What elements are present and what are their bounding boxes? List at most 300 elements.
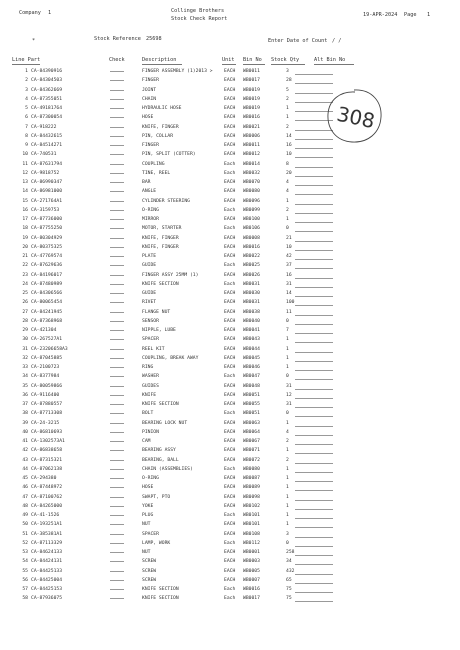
- count-entry-line[interactable]: [295, 148, 333, 149]
- stock-qty: 1: [286, 346, 289, 352]
- stock-qty: 20: [286, 170, 292, 176]
- check-blank[interactable]: [110, 164, 124, 165]
- description: BAR: [142, 180, 151, 185]
- check-blank[interactable]: [110, 598, 124, 599]
- bin-number: WB0019: [243, 87, 260, 93]
- unit: EACH: [224, 272, 236, 278]
- check-blank[interactable]: [110, 275, 124, 276]
- part-number: CA-47769574: [31, 254, 63, 259]
- check-blank[interactable]: [110, 524, 124, 525]
- line-number: 30: [22, 337, 28, 343]
- line-number: 4: [25, 96, 28, 102]
- unit: EACH: [224, 439, 236, 444]
- bin-number: WB0106: [243, 226, 260, 232]
- count-date-value[interactable]: / /: [332, 38, 342, 44]
- unit: EACH: [224, 522, 236, 528]
- description: GUIDE: [142, 291, 157, 296]
- part-number: CA-84425153: [31, 587, 63, 592]
- check-blank[interactable]: [110, 71, 124, 72]
- unit: EACH: [224, 392, 236, 398]
- count-entry-line[interactable]: [295, 426, 333, 427]
- bin-number: WB0055: [243, 402, 260, 407]
- stock-qty: 12: [286, 392, 292, 398]
- line-number: 51: [22, 531, 28, 537]
- count-entry-line[interactable]: [295, 176, 333, 177]
- description: KNIFE, FINGER: [142, 244, 179, 250]
- stock-qty: 1: [286, 466, 289, 472]
- count-entry-line[interactable]: [295, 250, 333, 251]
- count-entry-line[interactable]: [295, 194, 333, 195]
- check-blank[interactable]: [110, 136, 124, 137]
- stock-qty: 1: [286, 365, 289, 370]
- count-entry-line[interactable]: [295, 287, 333, 288]
- table-row: [0, 273, 460, 282]
- count-entry-line[interactable]: [295, 592, 333, 593]
- count-entry-line[interactable]: [295, 157, 333, 158]
- stock-qty: 7: [286, 328, 289, 333]
- stock-qty: 0: [286, 226, 289, 232]
- check-blank[interactable]: [110, 247, 124, 248]
- unit: EACH: [224, 531, 236, 537]
- check-blank[interactable]: [110, 312, 124, 313]
- unit: EACH: [224, 291, 236, 296]
- stock-qty: 8: [286, 161, 289, 167]
- table-row: [0, 393, 460, 402]
- line-number: 12: [22, 170, 28, 176]
- column-stock-qty: Stock Qty: [271, 57, 300, 63]
- bin-number: WB0051: [243, 392, 260, 398]
- count-entry-line[interactable]: [295, 324, 333, 325]
- count-entry-line[interactable]: [295, 213, 333, 214]
- count-entry-line[interactable]: [295, 231, 333, 232]
- description: YOKE: [142, 503, 154, 509]
- bin-number: WB0016: [243, 115, 260, 121]
- stock-qty: 31: [286, 281, 292, 287]
- bin-number: WB0080: [243, 466, 260, 472]
- page-label: Page: [404, 12, 417, 18]
- check-blank[interactable]: [110, 173, 124, 174]
- part-number: CA-84624133: [31, 550, 63, 555]
- check-blank[interactable]: [110, 339, 124, 340]
- check-blank[interactable]: [110, 293, 124, 294]
- count-entry-line[interactable]: [295, 518, 333, 519]
- unit: EACH: [224, 235, 236, 241]
- bin-number: WB0072: [243, 457, 260, 463]
- stock-qty: 14: [286, 291, 292, 296]
- count-entry-line[interactable]: [295, 537, 333, 538]
- check-blank[interactable]: [110, 561, 124, 562]
- part-number: CA-86838658: [31, 448, 63, 454]
- check-blank[interactable]: [110, 487, 124, 488]
- bin-number: WB0101: [243, 513, 260, 518]
- count-entry-line[interactable]: [295, 259, 333, 260]
- line-number: 3: [25, 87, 28, 93]
- unit: Each: [224, 170, 236, 176]
- check-blank[interactable]: [110, 210, 124, 211]
- count-entry-line[interactable]: [295, 407, 333, 408]
- line-number: 43: [22, 457, 28, 463]
- count-entry-line[interactable]: [295, 490, 333, 491]
- bin-number: WB0026: [243, 272, 260, 278]
- count-entry-line[interactable]: [295, 333, 333, 334]
- check-blank[interactable]: [110, 367, 124, 368]
- count-entry-line[interactable]: [295, 444, 333, 445]
- table-row: [0, 439, 460, 448]
- bin-number: WB0021: [243, 124, 260, 130]
- description: KNIFE SECTION: [142, 587, 179, 592]
- count-entry-line[interactable]: [295, 352, 333, 353]
- bin-number: WB0063: [243, 420, 260, 426]
- check-blank[interactable]: [110, 265, 124, 266]
- part-number: CA-87315321: [31, 457, 63, 463]
- part-number: CA-421304: [31, 328, 57, 333]
- unit: EACH: [224, 328, 236, 333]
- check-blank[interactable]: [110, 460, 124, 461]
- column-unit: Unit: [222, 57, 235, 63]
- stock-qty: 37: [286, 263, 292, 269]
- description: O-RING: [142, 476, 159, 481]
- part-number: CA-87045885: [31, 355, 63, 361]
- table-row: [0, 199, 460, 208]
- count-entry-line[interactable]: [295, 361, 333, 362]
- part-number: CA-84304503: [31, 78, 63, 84]
- unit: EACH: [224, 568, 236, 574]
- line-number: 40: [22, 429, 28, 435]
- count-entry-line[interactable]: [295, 370, 333, 371]
- table-row: [0, 291, 460, 300]
- check-blank[interactable]: [110, 145, 124, 146]
- check-blank[interactable]: [110, 432, 124, 433]
- bin-number: WB0031: [243, 300, 260, 306]
- bin-number: WB0038: [243, 309, 260, 315]
- line-number: 23: [22, 272, 28, 278]
- line-number: 8: [25, 133, 28, 139]
- line-number: 47: [22, 494, 28, 500]
- description: ANGLE: [142, 189, 157, 195]
- table-row: [0, 254, 460, 263]
- line-number: 56: [22, 577, 28, 583]
- table-row: [0, 365, 460, 374]
- count-entry-line[interactable]: [295, 398, 333, 399]
- unit: Each: [224, 466, 236, 472]
- handwritten-circle-note: [324, 86, 384, 146]
- part-number: CA-84196017: [31, 272, 63, 278]
- bin-number: WB0012: [243, 152, 260, 158]
- line-number: 55: [22, 568, 28, 574]
- unit: EACH: [224, 152, 236, 158]
- line-number: 52: [22, 540, 28, 546]
- stock-qty: 1: [286, 198, 289, 204]
- check-blank[interactable]: [110, 506, 124, 507]
- part-number: CA-49181764: [31, 106, 63, 111]
- count-entry-line[interactable]: [295, 555, 333, 556]
- line-number: 18: [22, 226, 28, 232]
- line-number: 57: [22, 587, 28, 592]
- stock-qty: 75: [286, 596, 292, 602]
- description: REEL KIT: [142, 346, 165, 352]
- table-row: [0, 587, 460, 596]
- check-blank[interactable]: [110, 552, 124, 553]
- stock-qty: 2: [286, 124, 289, 130]
- bin-number: WB0014: [243, 161, 260, 167]
- check-blank[interactable]: [110, 423, 124, 424]
- check-blank[interactable]: [110, 117, 124, 118]
- check-blank[interactable]: [110, 497, 124, 498]
- bin-number: WB0047: [243, 374, 260, 380]
- check-blank[interactable]: [110, 349, 124, 350]
- check-blank[interactable]: [110, 219, 124, 220]
- check-blank[interactable]: [110, 201, 124, 202]
- unit: EACH: [224, 346, 236, 352]
- check-blank[interactable]: [110, 302, 124, 303]
- check-blank[interactable]: [110, 284, 124, 285]
- stock-qty: 1: [286, 476, 289, 481]
- line-number: 25: [22, 291, 28, 296]
- description: BOLT: [142, 411, 154, 417]
- description: KNIFE, FINGER: [142, 124, 179, 130]
- count-entry-line[interactable]: [295, 222, 333, 223]
- check-blank[interactable]: [110, 376, 124, 377]
- line-number: 27: [22, 309, 28, 315]
- bin-number: WB0016: [243, 587, 260, 592]
- unit: EACH: [224, 318, 236, 324]
- stock-qty: 10: [286, 244, 292, 250]
- part-number: CA-87300054: [31, 115, 63, 121]
- count-entry-line[interactable]: [295, 527, 333, 528]
- count-entry-line[interactable]: [295, 241, 333, 242]
- line-number: 16: [22, 207, 28, 213]
- check-blank[interactable]: [110, 228, 124, 229]
- description: GUIDE: [142, 263, 157, 269]
- company-value: 1: [48, 10, 52, 16]
- stock-qty: 2: [286, 439, 289, 444]
- count-entry-line[interactable]: [295, 546, 333, 547]
- check-blank[interactable]: [110, 90, 124, 91]
- table-row: [0, 180, 460, 189]
- description: BEARING ASSY: [142, 448, 176, 454]
- check-blank[interactable]: [110, 191, 124, 192]
- count-entry-line[interactable]: [295, 564, 333, 565]
- stock-qty: 31: [286, 402, 292, 407]
- check-blank[interactable]: [110, 108, 124, 109]
- description: CAM: [142, 439, 151, 444]
- part-number: CA-87736000: [31, 217, 63, 222]
- check-blank[interactable]: [110, 478, 124, 479]
- description: FLANGE NUT: [142, 309, 171, 315]
- stock-qty: 1: [286, 522, 289, 528]
- unit: Each: [224, 281, 236, 287]
- count-entry-line[interactable]: [295, 74, 333, 75]
- count-entry-line[interactable]: [295, 305, 333, 306]
- count-entry-line[interactable]: [295, 342, 333, 343]
- count-entry-line[interactable]: [295, 204, 333, 205]
- part-number: CA-84425133: [31, 568, 63, 574]
- count-entry-line[interactable]: [295, 500, 333, 501]
- description: O-RING: [142, 207, 159, 213]
- part-number: CA-9818752: [31, 170, 60, 176]
- part-number: CA-86990347: [31, 180, 63, 185]
- table-row: [0, 448, 460, 457]
- unit: EACH: [224, 550, 236, 555]
- check-blank[interactable]: [110, 469, 124, 470]
- unit: EACH: [224, 180, 236, 185]
- table-row: [0, 310, 460, 319]
- line-number: 33: [22, 365, 28, 370]
- line-number: 38: [22, 411, 28, 417]
- description: MOTOR, STARTER: [142, 226, 182, 232]
- unit: EACH: [224, 198, 236, 204]
- bin-number: WB0071: [243, 448, 260, 454]
- bin-number: WB0096: [243, 198, 260, 204]
- bin-number: WB0070: [243, 180, 260, 185]
- bin-number: WB0043: [243, 337, 260, 343]
- unit: EACH: [224, 96, 236, 102]
- check-blank[interactable]: [110, 321, 124, 322]
- check-blank[interactable]: [110, 182, 124, 183]
- bin-number: WB0089: [243, 485, 260, 491]
- count-entry-line[interactable]: [295, 481, 333, 482]
- description: HYDRAULIC HOSE: [142, 106, 182, 111]
- column-description: Description: [142, 57, 177, 63]
- line-number: 34: [22, 374, 28, 380]
- count-entry-line[interactable]: [295, 379, 333, 380]
- count-entry-line[interactable]: [295, 296, 333, 297]
- table-row: [0, 495, 460, 504]
- check-blank[interactable]: [110, 256, 124, 257]
- unit: Each: [224, 513, 236, 518]
- part-number: CA-84514271: [31, 143, 63, 148]
- unit: EACH: [224, 503, 236, 509]
- line-number: 31: [22, 346, 28, 352]
- check-blank[interactable]: [110, 154, 124, 155]
- line-number: 13: [22, 180, 28, 185]
- line-number: 7: [25, 124, 28, 130]
- part-number: CA-84425004: [31, 577, 63, 583]
- stock-qty: 34: [286, 559, 292, 565]
- description: CHAIN: [142, 96, 157, 102]
- stock-qty: 0: [286, 374, 289, 380]
- check-blank[interactable]: [110, 395, 124, 396]
- count-entry-line[interactable]: [295, 472, 333, 473]
- bin-number: WB0102: [243, 503, 260, 509]
- check-blank[interactable]: [110, 404, 124, 405]
- stock-qty: 21: [286, 235, 292, 241]
- part-number: CA-84390916: [31, 69, 63, 74]
- count-entry-line[interactable]: [295, 389, 333, 390]
- count-entry-line[interactable]: [295, 574, 333, 575]
- count-entry-line[interactable]: [295, 416, 333, 417]
- stock-qty: 3: [286, 69, 289, 74]
- unit: EACH: [224, 420, 236, 426]
- stock-qty: 16: [286, 143, 292, 148]
- bin-number: WB0048: [243, 383, 260, 389]
- line-number: 32: [22, 355, 28, 361]
- table-row: [0, 162, 460, 171]
- check-blank[interactable]: [110, 580, 124, 581]
- unit: EACH: [224, 383, 236, 389]
- check-blank[interactable]: [110, 571, 124, 572]
- count-entry-line[interactable]: [295, 278, 333, 279]
- table-row: [0, 282, 460, 291]
- bin-number: WB0087: [243, 476, 260, 481]
- line-number: 54: [22, 559, 28, 565]
- line-number: 49: [22, 513, 28, 518]
- count-entry-line[interactable]: [295, 83, 333, 84]
- check-blank[interactable]: [110, 99, 124, 100]
- stock-qty: 4: [286, 180, 289, 185]
- check-blank[interactable]: [110, 543, 124, 544]
- count-entry-line[interactable]: [295, 268, 333, 269]
- part-number: CA-87631794: [31, 161, 63, 167]
- check-blank[interactable]: [110, 441, 124, 442]
- bin-number: WB0040: [243, 318, 260, 324]
- description: PINION: [142, 429, 159, 435]
- unit: Each: [224, 226, 236, 232]
- check-blank[interactable]: [110, 238, 124, 239]
- check-blank[interactable]: [110, 358, 124, 359]
- table-row: [0, 208, 460, 217]
- bin-number: WB0080: [243, 189, 260, 195]
- line-number: 29: [22, 328, 28, 333]
- count-entry-line[interactable]: [295, 601, 333, 602]
- check-blank[interactable]: [110, 413, 124, 414]
- description: SCREW: [142, 559, 157, 565]
- count-entry-line[interactable]: [295, 463, 333, 464]
- check-blank[interactable]: [110, 450, 124, 451]
- check-blank[interactable]: [110, 515, 124, 516]
- stock-qty: 5: [286, 87, 289, 93]
- part-number: CA-41-1526: [31, 513, 60, 518]
- check-blank[interactable]: [110, 80, 124, 81]
- unit: EACH: [224, 476, 236, 481]
- description: FINGER: [142, 78, 159, 84]
- check-blank[interactable]: [110, 386, 124, 387]
- count-entry-line[interactable]: [295, 453, 333, 454]
- count-entry-line[interactable]: [295, 509, 333, 510]
- stock-qty: 1: [286, 355, 289, 361]
- bin-number: WB0032: [243, 170, 260, 176]
- count-entry-line[interactable]: [295, 167, 333, 168]
- description: PIN, COLLAR: [142, 133, 174, 139]
- count-entry-line[interactable]: [295, 583, 333, 584]
- count-entry-line[interactable]: [295, 435, 333, 436]
- check-blank[interactable]: [110, 534, 124, 535]
- bin-number: WB0101: [243, 522, 260, 528]
- table-row: [0, 430, 460, 439]
- bin-number: WB0098: [243, 494, 260, 500]
- table-row: [0, 97, 460, 106]
- count-entry-line[interactable]: [295, 185, 333, 186]
- handwritten-note-text: 308: [334, 101, 378, 134]
- unit: Each: [224, 161, 236, 167]
- unit: Each: [224, 596, 236, 602]
- check-blank[interactable]: [110, 127, 124, 128]
- line-number: 24: [22, 281, 28, 287]
- stock-qty: 0: [286, 318, 289, 324]
- line-number: 53: [22, 550, 28, 555]
- table-row: [0, 356, 460, 365]
- part-number: CA-294380: [31, 476, 57, 481]
- bin-number: WB0005: [243, 568, 260, 574]
- table-row: [0, 78, 460, 87]
- count-entry-line[interactable]: [295, 315, 333, 316]
- part-number: CA-84432615: [31, 133, 63, 139]
- check-blank[interactable]: [110, 589, 124, 590]
- check-blank[interactable]: [110, 330, 124, 331]
- part-number: CA-23206658A3: [31, 346, 68, 352]
- part-number: CA-84362669: [31, 87, 63, 93]
- table-row: [0, 152, 460, 161]
